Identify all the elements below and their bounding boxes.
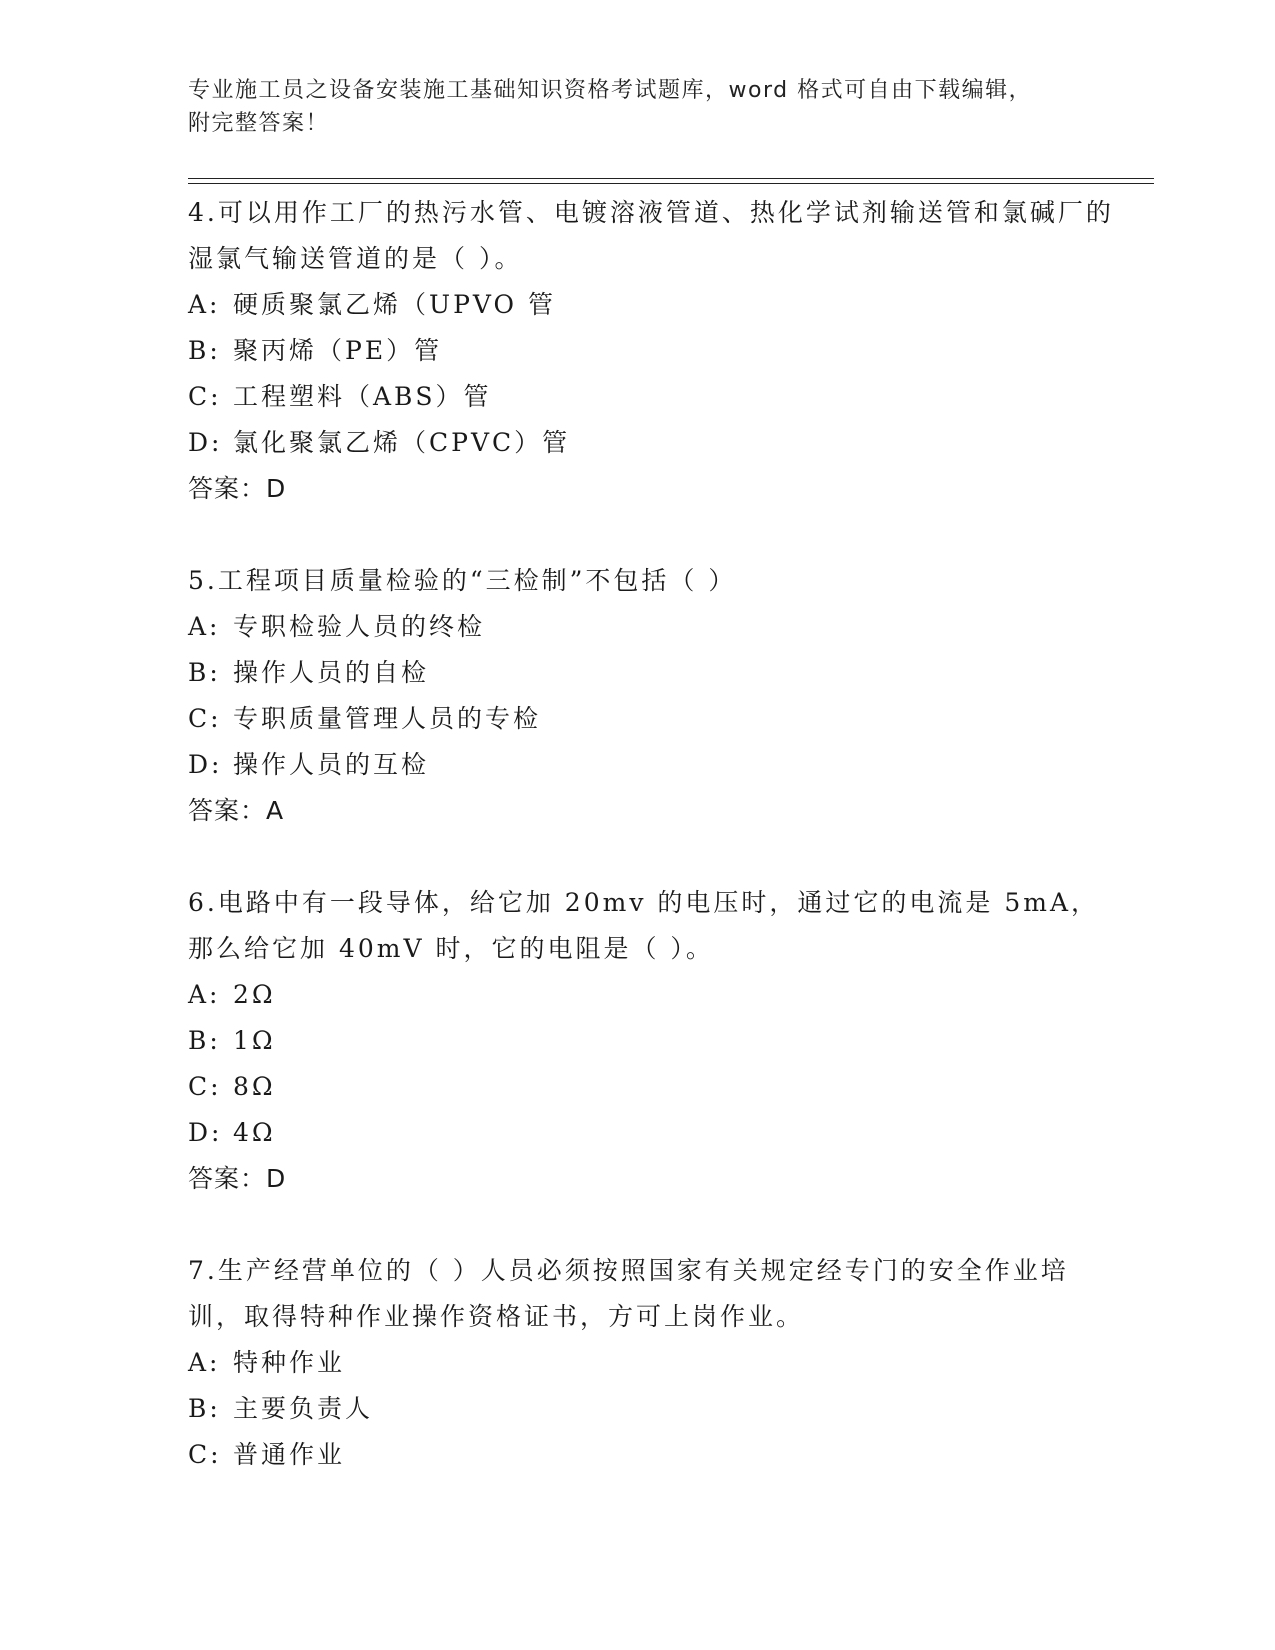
option-d	[188, 420, 1118, 466]
option-a	[188, 604, 1118, 650]
option-text: 聚丙烯（PE）管	[233, 336, 443, 365]
document-header	[188, 74, 1068, 140]
option-text: 操作人员的自检	[233, 658, 430, 687]
option-text: 操作人员的互检	[233, 750, 430, 779]
option-text: 特种作业	[233, 1348, 346, 1377]
option-d	[188, 742, 1118, 788]
option-c	[188, 696, 1118, 742]
option-key: A:	[188, 1348, 221, 1377]
option-b	[188, 650, 1118, 696]
option-key: A:	[188, 980, 221, 1009]
question-7	[188, 1248, 1118, 1478]
option-key: C:	[188, 1440, 222, 1469]
answer-line: 答案：D	[188, 474, 287, 503]
option-b	[188, 1018, 1118, 1064]
option-c	[188, 374, 1118, 420]
option-key: B:	[188, 336, 221, 365]
option-a	[188, 282, 1118, 328]
header-line-1: 专业施工员之设备安装施工基础知识资格考试题库，word 格式可自由下载编辑，	[188, 78, 1033, 103]
option-text: 主要负责人	[233, 1394, 374, 1423]
option-key: C:	[188, 704, 222, 733]
option-key: C:	[188, 382, 222, 411]
answer-line: 答案：D	[188, 1164, 287, 1193]
header-line-2: 附完整答案！	[188, 111, 330, 136]
option-key: B:	[188, 1394, 221, 1423]
option-key: A:	[188, 290, 221, 319]
option-text: 专职质量管理人员的专检	[233, 704, 542, 733]
header-divider-top	[188, 178, 1154, 179]
question-list	[188, 190, 1118, 1524]
question-4	[188, 190, 1118, 512]
header-divider-bottom	[188, 183, 1154, 184]
answer-line: 答案：A	[188, 796, 285, 825]
option-text: 专职检验人员的终检	[233, 612, 486, 641]
option-key: B:	[188, 658, 221, 687]
option-c	[188, 1432, 1118, 1478]
option-key: B:	[188, 1026, 221, 1055]
option-b	[188, 1386, 1118, 1432]
question-6	[188, 880, 1118, 1202]
option-text: 硬质聚氯乙烯（UPVO 管	[233, 290, 556, 319]
option-text: 氯化聚氯乙烯（CPVC）管	[233, 428, 571, 457]
option-text: 4Ω	[233, 1118, 276, 1147]
option-key: A:	[188, 612, 221, 641]
option-text: 8Ω	[233, 1072, 276, 1101]
option-key: C:	[188, 1072, 222, 1101]
question-text: 6.电路中有一段导体，给它加 20mv 的电压时，通过它的电流是 5mA，那么给它加 40mV 时，它的电阻是（ ）。	[188, 888, 1100, 963]
option-key: D:	[188, 750, 223, 779]
question-5	[188, 558, 1118, 834]
option-c	[188, 1064, 1118, 1110]
option-key: D:	[188, 1118, 223, 1147]
question-text: 4.可以用作工厂的热污水管、电镀溶液管道、热化学试剂输送管和氯碱厂的湿氯气输送管道的是（ ）。	[188, 198, 1114, 273]
option-key: D:	[188, 428, 223, 457]
option-a	[188, 1340, 1118, 1386]
option-d	[188, 1110, 1118, 1156]
question-text: 7.生产经营单位的（ ）人员必须按照国家有关规定经专门的安全作业培训，取得特种作业操作资格证书，方可上岗作业。	[188, 1256, 1069, 1331]
option-text: 1Ω	[233, 1026, 276, 1055]
option-b	[188, 328, 1118, 374]
option-a	[188, 972, 1118, 1018]
option-text: 工程塑料（ABS）管	[233, 382, 492, 411]
option-text: 普通作业	[233, 1440, 346, 1469]
option-text: 2Ω	[233, 980, 276, 1009]
question-text: 5.工程项目质量检验的“三检制”不包括（ ）	[188, 566, 737, 595]
